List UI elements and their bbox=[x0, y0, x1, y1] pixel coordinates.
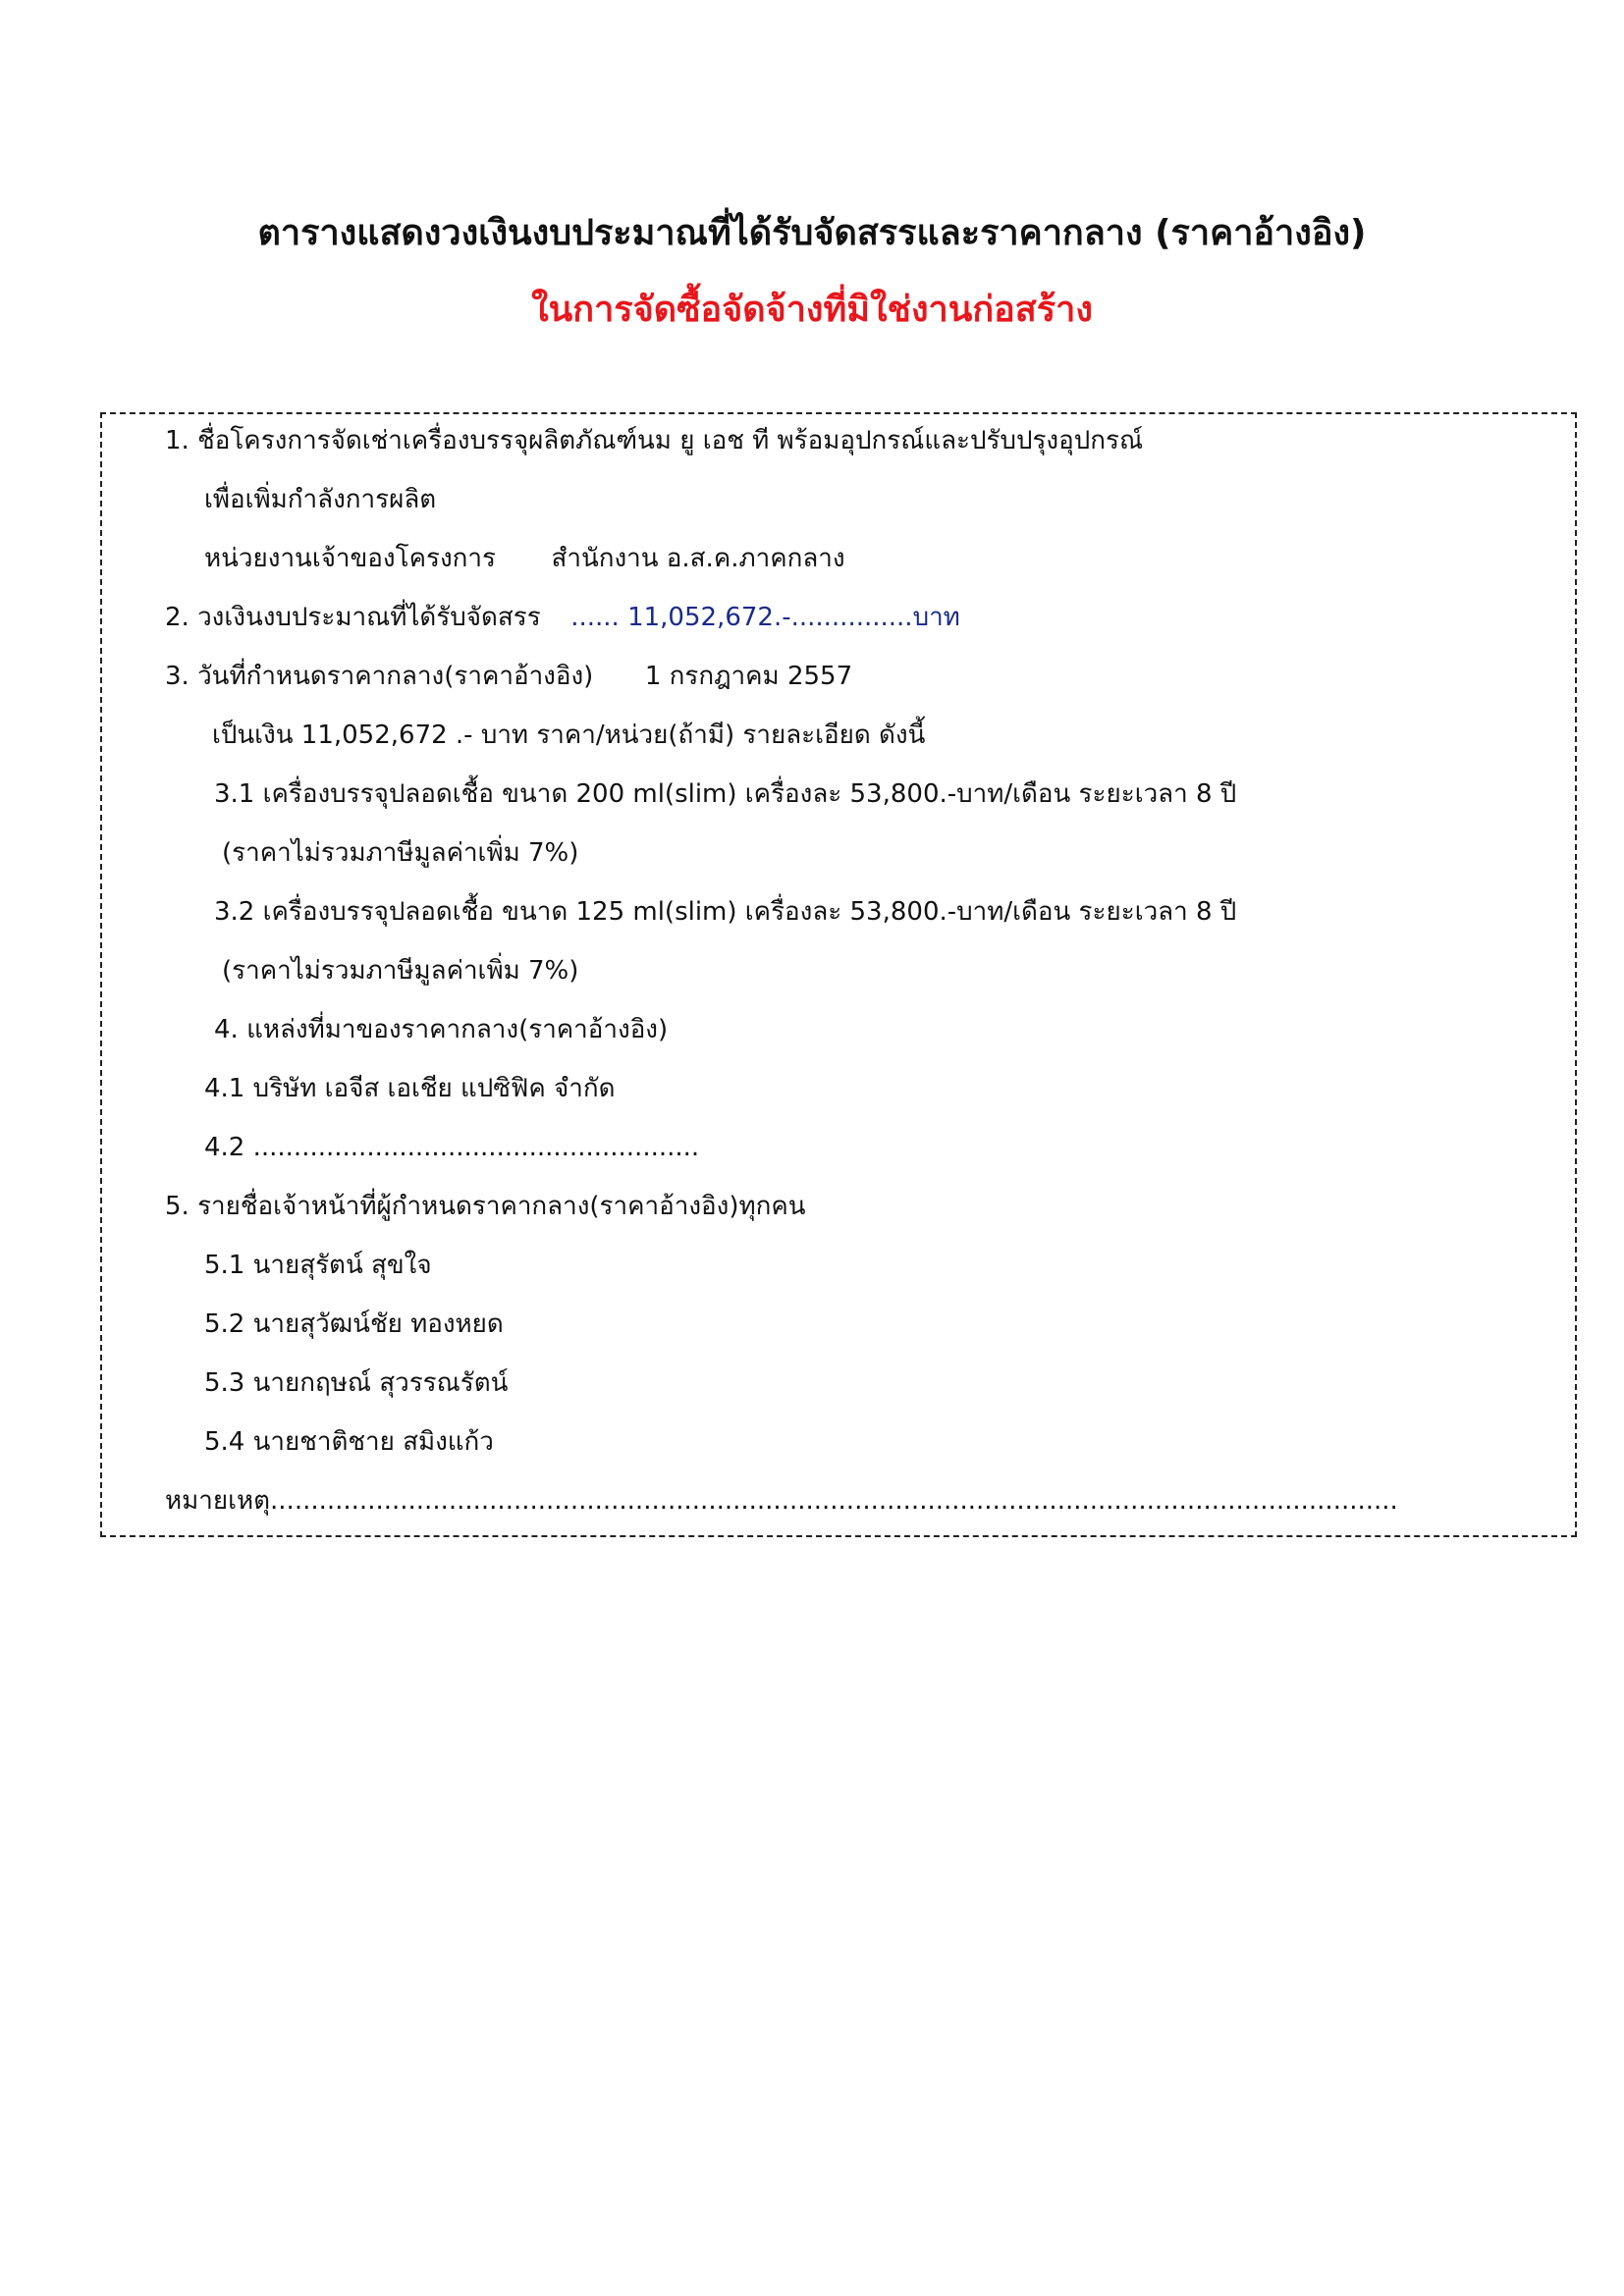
project-owner bbox=[204, 539, 845, 578]
item-3-2-note: (ราคาไม่รวมภาษีมูลค่าเพิ่ม 7%) bbox=[222, 956, 579, 986]
item-3-1: 3.1 เครื่องบรรจุปลอดเชื้อ ขนาด 200 ml(slim) เครื่องละ 53,800.-บาท/เดือน ระยะเวลา 8 ปี bbox=[214, 779, 1237, 809]
officers-heading: 5. รายชื่อเจ้าหน้าที่ผู้กำหนดราคากลาง(ราคาอ้างอิง)ทุกคน bbox=[165, 1192, 806, 1221]
page-title: ตารางแสดงวงเงินงบประมาณที่ได้รับจัดสรรและราคากลาง (ราคาอ้างอิง) bbox=[257, 213, 1367, 253]
officer-5-4: 5.4 นายชาติชาย สมิงแก้ว bbox=[204, 1427, 494, 1457]
item-3-1-note: (ราคาไม่รวมภาษีมูลค่าเพิ่ม 7%) bbox=[222, 838, 579, 868]
officer-5-2: 5.2 นายสุวัฒน์ชัย ทองหยด bbox=[204, 1309, 504, 1339]
source-4-2: 4.2 ....................................................... bbox=[204, 1133, 700, 1162]
total-amount-line: เป็นเงิน 11,052,672 .- บาท ราคา/หน่วย(ถ้ามี) รายละเอียด ดังนี้ bbox=[212, 721, 926, 750]
remark-line: หมายเหตุ........................................................................................................................................... bbox=[165, 1486, 1398, 1516]
budget-amount: ...... 11,052,672.-...............บาท bbox=[570, 603, 960, 632]
budget-line bbox=[165, 598, 960, 637]
project-owner-value: สำนักงาน อ.ส.ค.ภาคกลาง bbox=[551, 544, 845, 573]
reference-date-line bbox=[165, 657, 852, 696]
item-3-2: 3.2 เครื่องบรรจุปลอดเชื้อ ขนาด 125 ml(slim) เครื่องละ 53,800.-บาท/เดือน ระยะเวลา 8 ปี bbox=[214, 897, 1237, 927]
budget-label: 2. วงเงินงบประมาณที่ได้รับจัดสรร bbox=[165, 603, 541, 632]
page-subtitle: ในการจัดซื้อจัดจ้างที่มิใช่งานก่อสร้าง bbox=[531, 290, 1093, 330]
reference-date-value: 1 กรกฎาคม 2557 bbox=[644, 662, 853, 691]
officer-5-3: 5.3 นายกฤษณ์ สุวรรณรัตน์ bbox=[204, 1368, 509, 1398]
project-name-line1: 1. ชื่อโครงการจัดเช่าเครื่องบรรจุผลิตภัณฑ์นม ยู เอช ที พร้อมอุปกรณ์และปรับปรุงอุปกรณ์ bbox=[165, 426, 1144, 455]
source-heading: 4. แหล่งที่มาของราคากลาง(ราคาอ้างอิง) bbox=[214, 1015, 669, 1044]
officer-5-1: 5.1 นายสุรัตน์ สุขใจ bbox=[204, 1251, 432, 1280]
project-name-line2: เพื่อเพิ่มกำลังการผลิต bbox=[204, 485, 437, 514]
reference-date-label: 3. วันที่กำหนดราคากลาง(ราคาอ้างอิง) bbox=[165, 662, 594, 691]
source-4-1: 4.1 บริษัท เอจีส เอเชีย แปซิฟิค จำกัด bbox=[204, 1074, 616, 1103]
project-owner-label: หน่วยงานเจ้าของโครงการ bbox=[204, 544, 496, 573]
